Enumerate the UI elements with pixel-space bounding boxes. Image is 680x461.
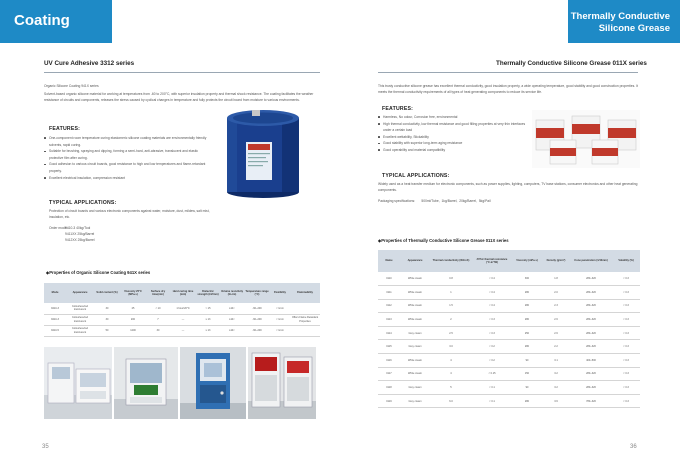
- table-cell: < 0.1: [472, 394, 512, 408]
- table-cell: Offers Flame Retardant Properties: [290, 314, 320, 325]
- order-mode-label: Order mode:: [49, 226, 68, 230]
- table-cell: 5: [430, 381, 472, 395]
- table-cell: < 0.3: [612, 299, 640, 313]
- section-header-grease: [568, 0, 680, 43]
- table-header-cell: Mode: [44, 283, 66, 303]
- table-header-cell: #0°Hz thermal resistance (°C·in²/W): [472, 250, 512, 272]
- table-cell: Colourless/red translucent: [66, 314, 94, 325]
- right-feature-item: High thermal conductivity, low thermal resistance and good filling properties at very thin interfaces under a certain load: [378, 121, 526, 134]
- table-row: [378, 354, 640, 368]
- laboratory-equipment-photos: [44, 347, 316, 419]
- table-cell: 3.6: [542, 394, 570, 408]
- left-features-list: [44, 135, 209, 181]
- table-cell: < 0.3: [612, 326, 640, 340]
- table-cell: < 0.3: [612, 272, 640, 286]
- right-applications-heading: TYPICAL APPLICATIONS:: [382, 173, 450, 179]
- table-cell: 300: [512, 272, 542, 286]
- table-cell: Colourless/red translucent: [66, 303, 94, 314]
- table-cell: Grey cream: [400, 394, 430, 408]
- table-header-cell: Density (g/cm³): [542, 250, 570, 272]
- table-row: [378, 313, 640, 327]
- table-cell: 0117: [378, 367, 400, 381]
- table-cell: -60~200: [244, 303, 270, 314]
- table-cell: 2.5: [430, 326, 472, 340]
- table-cell: 1 hour/20°C: [170, 303, 196, 314]
- table-cell: < 1mm: [270, 303, 290, 314]
- table-header-cell: Cone penetration (1/10mm): [570, 250, 612, 272]
- page-number-left: 35: [42, 444, 49, 450]
- table-cell: White cream: [400, 286, 430, 300]
- right-table-title: ◆Properties of Thermally Conductive Silicone Grease 011X series: [378, 238, 509, 243]
- left-feature-item: Suitable for brushing, spraying and dipping, forming a semi-hard, anti-abrasive, translucent and elastic protective film after curing.: [44, 148, 209, 161]
- table-cell: < 0.2: [472, 354, 512, 368]
- right-title-rule: [378, 72, 638, 73]
- order-mode-value: 9412XX 25kg/Barrel: [65, 237, 95, 242]
- table-cell: 9410-3: [44, 314, 66, 325]
- table-cell: < 0.4: [472, 286, 512, 300]
- table-cell: 90: [512, 381, 542, 395]
- table-cell: 90: [512, 354, 542, 368]
- table-cell: 280~320: [570, 326, 612, 340]
- table-cell: 4: [430, 367, 472, 381]
- table-cell: 0116: [378, 354, 400, 368]
- table-header-cell: Viscosity 25°C (MPa·s): [120, 283, 146, 303]
- left-intro-line1: Organic Silicone Coating 941X series: [44, 84, 99, 88]
- table-cell: 0.8: [430, 272, 472, 286]
- left-feature-item: Good adhesion to various circuit boards, good resistance to high and low temperatures and flame-retardant property.: [44, 161, 209, 174]
- table-cell: 3.0: [430, 340, 472, 354]
- right-intro: This trusty conductive silicone grease has excellent thermal conductivity, good insulation property, a wide operating temperature, good stability and good construction properties. It meets the thermal conductivity requirements of all types of heat generating components to reduce its service life.: [378, 84, 638, 95]
- table-cell: ≥10¹⁴: [220, 303, 244, 314]
- table-cell: < 0.3: [612, 340, 640, 354]
- table-row: [378, 381, 640, 395]
- table-header-cell: Flexibility: [270, 283, 290, 303]
- table-cell: 280: [512, 313, 542, 327]
- right-feature-item: Good stability with superior long-term aging resistance: [378, 140, 526, 147]
- table-cell: 7: [146, 314, 170, 325]
- table-cell: Grey cream: [400, 340, 430, 354]
- table-cell: 50: [94, 325, 120, 336]
- right-feature-item: Good operability and material compatibility: [378, 147, 526, 154]
- table-header-cell: Viscosity (mPa·s): [512, 250, 542, 272]
- left-applications-heading: TYPICAL APPLICATIONS:: [49, 200, 117, 206]
- table-cell: White cream: [400, 272, 430, 286]
- table-cell: 9410-5: [44, 325, 66, 336]
- right-features-heading: FEATURES:: [382, 106, 414, 112]
- table-header-cell: Surface dry time(min): [146, 283, 170, 303]
- table-cell: 25: [120, 303, 146, 314]
- table-header-cell: Dielectric strength (kV/mm): [196, 283, 220, 303]
- climate-chamber-photo: [180, 347, 246, 419]
- table-cell: 150: [512, 367, 542, 381]
- left-intro-body: Solvent-based organic silicone material for working at temperatures from -60 to 200°C, with superior insulation property and thermal shock resistance. The coating facilitates the weather resistance of circuits and components, releases the stress caused by cyclical changes in temperature and fully protects the circuit board from moisture to various environments.: [44, 92, 314, 103]
- table-cell: 1: [430, 286, 472, 300]
- table-cell: 30: [146, 325, 170, 336]
- table-cell: < 0.4: [472, 299, 512, 313]
- grease-properties-table: [378, 250, 640, 408]
- table-header-cell: Name: [378, 250, 400, 272]
- table-cell: 0113: [378, 313, 400, 327]
- right-features-list: [378, 114, 526, 154]
- table-cell: 2.6: [542, 326, 570, 340]
- table-header-row: [378, 250, 640, 272]
- table-cell: 250: [512, 326, 542, 340]
- left-product-title: UV Cure Adhesive 3312 series: [44, 60, 135, 67]
- grease-tubs-image: [532, 110, 640, 168]
- table-header-cell: Hard curing time (min): [170, 283, 196, 303]
- table-cell: White cream: [400, 313, 430, 327]
- table-cell: 4: [430, 354, 472, 368]
- table-cell: 9410-3: [44, 303, 66, 314]
- table-header-cell: Appearance: [66, 283, 94, 303]
- table-cell: 2.3: [542, 299, 570, 313]
- table-cell: White cream: [400, 367, 430, 381]
- table-cell: Grey cream: [400, 326, 430, 340]
- table-cell: 280~320: [570, 381, 612, 395]
- section-title-grease-line1: Thermally Conductive: [570, 11, 670, 22]
- table-row: [378, 272, 640, 286]
- coating-properties-table: [44, 283, 320, 337]
- table-cell: ≥ 13: [196, 314, 220, 325]
- table-cell: 3.1: [542, 354, 570, 368]
- table-cell: 280: [512, 394, 542, 408]
- left-feature-item: One-component room temperature curing elastomeric silicone coating materials are environmentally friendly solvents, rapid curing.: [44, 135, 209, 148]
- table-header-cell: Flammability: [290, 283, 320, 303]
- order-mode-values: [65, 226, 95, 243]
- table-cell: 2.2: [542, 340, 570, 354]
- table-header-cell: Temperature range (°C): [244, 283, 270, 303]
- table-cell: 0115: [378, 340, 400, 354]
- table-cell: 1.5: [430, 299, 472, 313]
- table-cell: < 1mm: [270, 314, 290, 325]
- table-cell: 0112: [378, 299, 400, 313]
- table-cell: 780~320: [570, 394, 612, 408]
- table-cell: -60~200: [244, 325, 270, 336]
- table-cell: < 0.2: [472, 340, 512, 354]
- table-cell: 3.2: [542, 367, 570, 381]
- product-drum-image: [222, 104, 304, 200]
- order-mode-value: 9411XX 25kg/Barrel: [65, 231, 95, 236]
- table-cell: —: [170, 314, 196, 325]
- table-header-cell: Solid content (%): [94, 283, 120, 303]
- table-cell: 1200: [120, 325, 146, 336]
- table-cell: 200: [120, 314, 146, 325]
- table-row: [378, 367, 640, 381]
- table-cell: 400~500: [570, 354, 612, 368]
- table-cell: White cream: [400, 354, 430, 368]
- page-number-right: 36: [630, 444, 637, 450]
- right-product-title: Thermally Conductive Silicone Grease 011X series: [496, 60, 647, 67]
- table-cell: 280: [512, 286, 542, 300]
- order-modes: [49, 226, 129, 246]
- table-cell: [290, 325, 320, 336]
- table-cell: 280~320: [570, 340, 612, 354]
- table-cell: 2.0: [542, 286, 570, 300]
- table-cell: 6.0: [430, 394, 472, 408]
- table-cell: 280: [512, 340, 542, 354]
- order-mode-value: 9410-3 40kg/Tool: [65, 226, 91, 230]
- table-cell: < 0.3: [472, 326, 512, 340]
- table-cell: 280~320: [570, 313, 612, 327]
- table-cell: < 0.3: [472, 313, 512, 327]
- table-cell: < 10: [146, 303, 170, 314]
- table-cell: > 15: [196, 303, 220, 314]
- table-cell: 3.2: [542, 381, 570, 395]
- table-cell: < 0.3: [612, 286, 640, 300]
- table-cell: 280~320: [570, 367, 612, 381]
- packaging-specifications: Packaging specifications: 500ml/Tube, 1kg/Barrel, 20kg/Barrel, 5kg/Pail: [378, 199, 491, 203]
- table-cell: 30: [94, 314, 120, 325]
- table-cell: < 0.4: [472, 272, 512, 286]
- table-cell: 0114: [378, 326, 400, 340]
- coating-machine-photo: [114, 347, 178, 419]
- section-title-grease-line2: Silicone Grease: [598, 23, 670, 34]
- table-row: [44, 325, 320, 336]
- table-row: [378, 299, 640, 313]
- table-cell: Grey cream: [400, 381, 430, 395]
- table-cell: [290, 303, 320, 314]
- table-cell: 0118: [378, 381, 400, 395]
- table-cell: < 0.3: [612, 354, 640, 368]
- table-row: [378, 326, 640, 340]
- table-cell: White cream: [400, 299, 430, 313]
- table-cell: < 0.1: [472, 381, 512, 395]
- table-cell: 1.8: [542, 272, 570, 286]
- table-cell: < 0.3: [612, 313, 640, 327]
- table-cell: 0119: [378, 394, 400, 408]
- table-header-cell: Appearance: [400, 250, 430, 272]
- table-cell: —: [170, 325, 196, 336]
- table-row: [44, 303, 320, 314]
- left-feature-item: Excellent electrical insulation, compression resistant: [44, 175, 209, 182]
- table-cell: < 0.15: [472, 367, 512, 381]
- section-header-coating: [0, 0, 112, 43]
- table-cell: 280~320: [570, 272, 612, 286]
- table-row: [44, 314, 320, 325]
- table-row: [378, 340, 640, 354]
- table-cell: < 1mm: [270, 325, 290, 336]
- table-cell: 280~320: [570, 299, 612, 313]
- left-table-title: ◆Properties of Organic Silicone Coating 941X series: [46, 270, 151, 275]
- right-feature-item: Harmless, No odour, Corrosion free, environmental: [378, 114, 526, 121]
- table-header-cell: Volatility (%): [612, 250, 640, 272]
- table-cell: 0110: [378, 272, 400, 286]
- table-cell: ≥10¹⁴: [220, 314, 244, 325]
- table-cell: Colourless/red translucent: [66, 325, 94, 336]
- right-feature-item: Excellent wettability, Stickability: [378, 134, 526, 141]
- table-cell: ≥ 13: [196, 325, 220, 336]
- table-cell: < 0.3: [612, 394, 640, 408]
- table-cell: 0111: [378, 286, 400, 300]
- table-cell: 2.6: [542, 313, 570, 327]
- table-header-cell: Volume resistivity (Ω·cm): [220, 283, 244, 303]
- table-cell: ≥10¹⁴: [220, 325, 244, 336]
- table-cell: < 0.3: [612, 367, 640, 381]
- table-cell: -60~200: [244, 314, 270, 325]
- table-cell: 280: [512, 299, 542, 313]
- table-row: [378, 286, 640, 300]
- table-row: [378, 394, 640, 408]
- table-cell: 280~320: [570, 286, 612, 300]
- right-applications-text: Widely used as a heat transfer medium for electronic components, such as power supplies, lighting, computers, TV base stations, consumer electronics and other heat generating components.: [378, 182, 638, 193]
- dispensing-machine-photo: [44, 347, 112, 419]
- table-cell: 30: [94, 303, 120, 314]
- table-header-cell: Thermal conductivity (W/m·K): [430, 250, 472, 272]
- left-title-rule: [44, 72, 320, 73]
- table-header-row: [44, 283, 320, 303]
- table-cell: < 0.3: [612, 381, 640, 395]
- section-title-coating: Coating: [14, 12, 70, 29]
- left-applications-text: Protection of circuit boards and various electronic components against water, moisture, dust, mildew, salt mist, insulation, etc.: [49, 209, 210, 220]
- thermal-test-chambers-photo: [248, 347, 316, 419]
- table-cell: 2: [430, 313, 472, 327]
- left-features-heading: FEATURES:: [49, 126, 81, 132]
